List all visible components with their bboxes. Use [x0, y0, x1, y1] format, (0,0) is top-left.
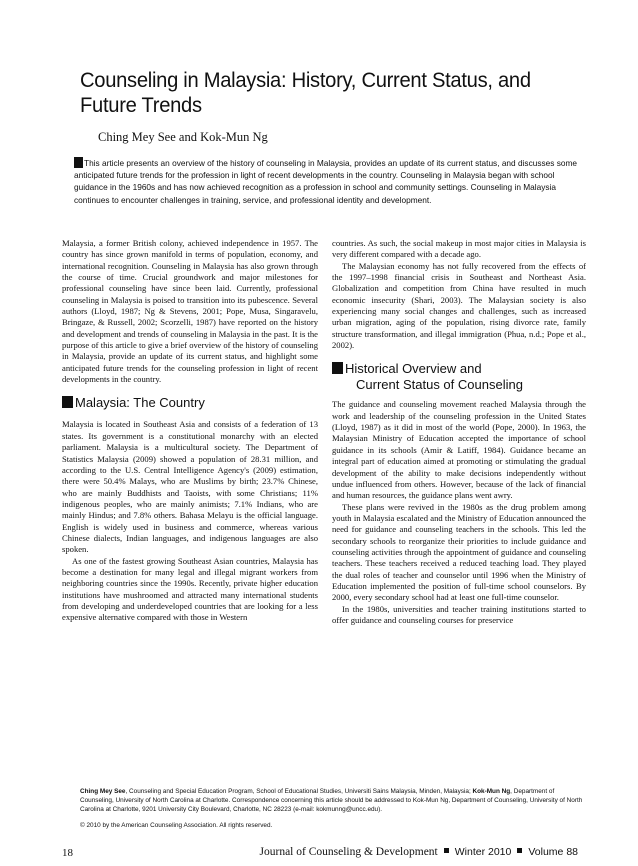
heading-marker: [62, 396, 73, 408]
abstract: [74, 157, 580, 206]
body-paragraph: As one of the fastest growing Southeast Asian countries, Malaysia has become a destination for many legal and illegal migrant workers from neighboring countries since the 1990s. Recently, private higher education institutions have mushroomed and attracted many international students from developing and underdeveloped countries that are looking for a less expensive alternative compared with those in Western: [62, 555, 318, 623]
journal-volume: Volume 88: [528, 846, 578, 858]
article-authors: Ching Mey See and Kok-Mun Ng: [98, 130, 268, 144]
body-paragraph: These plans were revived in the 1980s as the drug problem among youth in Malaysia escalated and the Ministry of Education announced the need for guidance and counseling teachers in the schools. This led the secondary schools to reorganize their priorities to include guidance and counseling activities through the appointment of guidance and counseling teachers. These teachers received a reduced teaching load. They played the dual roles of teacher and counselor until 1996 when the Ministry of Education implemented the position of full-time school counselors. By 2000, every secondary school had at least one full-time counselor.: [332, 501, 586, 603]
section-heading-text: Malaysia: The Country: [75, 395, 205, 411]
abstract-marker: [74, 157, 83, 168]
journal-name: Journal of Counseling & Development: [259, 846, 438, 858]
section-heading-line2: Current Status of Counseling: [356, 377, 523, 393]
intro-paragraph: Malaysia, a former British colony, achieved independence in 1957. The country has since grown manifold in terms of population, economy, and international recognition. Counseling in Malaysia has also grown through the course of time. Crucial groundwork and major milestones for professional counseling have since been laid. Currently, professional counseling in Malaysia is poised to transition into its pubescence. Several authors (Lloyd, 1987; Ng & Stevens, 2001; Pope, Musa, Singaravelu, Bringaze, & Russell, 2002; Scorzelli, 1987) have reported on the history and development and trends of counseling in Malaysia in the past. It is the purpose of this article to give a brief overview of the history of counseling in Malaysia, provide an update of its current status, and highlight some anticipated future trends for the counseling profession in light of recent developments in the country.: [62, 238, 318, 385]
footnote-affiliations: [80, 787, 586, 815]
section-heading-history: [332, 361, 586, 393]
footnote-author1-name: Ching Mey See: [80, 788, 126, 795]
footnote-author2-name: Kok-Mun Ng: [472, 788, 511, 795]
journal-footer: [260, 846, 578, 858]
journal-issue: Winter 2010: [454, 846, 512, 858]
copyright-notice: © 2010 by the American Counseling Association. All rights reserved.: [80, 821, 273, 829]
body-paragraph: countries. As such, the social makeup in most major cities in Malaysia is very different compared with a decade ago.: [332, 238, 586, 260]
body-paragraph: In the 1980s, universities and teacher training institutions started to offer guidance and counseling courses for preservice: [332, 603, 586, 625]
body-paragraph: The guidance and counseling movement reached Malaysia through the work and leadership of the counseling profession in the United States (Lloyd, 1987) as it did in most of the world (Pope, 2000). In 1963, the Malaysian Ministry of Education accepted the importance of school guidance in its schools (Amir & Latiff, 1984). Guidance became an integral part of education aimed at promoting or stimulating the gradual development of the ability to make decisions independently without undue influenced from others. However, because of the lack of financial and human resources, the guidance plans went awry.: [332, 399, 586, 501]
article-title: Counseling in Malaysia: History, Current Status, and Future Trends: [80, 69, 531, 117]
section-heading-line1: Historical Overview and: [345, 361, 482, 377]
separator-square: [444, 848, 449, 853]
footnote-author1-text: , Counseling and Special Education Program, School of Educational Studies, Universiti Sains Malaysia, Minden, Malaysia;: [125, 788, 473, 795]
right-column: [332, 238, 586, 626]
abstract-text: This article presents an overview of the history of counseling in Malaysia, provides an update of its current status, and discusses some anticipated future trends for the profession in light of recent developments in the country. Counseling in Malaysia began with school guidance in the 1960s and has now achieved recognition as a profession in school and community settings. Counseling in Malaysia continues to encounter challenges in training, service, and professional identity and development.: [74, 158, 577, 205]
heading-marker: [332, 362, 343, 374]
page-number: 18: [62, 847, 73, 859]
body-paragraph: The Malaysian economy has not fully recovered from the effects of the 1997–1998 financial crisis in Southeast and Northeast Asia. Globalization and competition from China have resulted in much economic insecurity (Shari, 2003). The Malaysian society is also experiencing many social changes and challenges, such as increased urban migration, aging of the population, rising divorce rate, family structure transformation, and illegal immigration (Phua, n.d.; Pope et al., 2002).: [332, 260, 586, 351]
author-footnote: [80, 787, 586, 830]
body-paragraph: Malaysia is located in Southeast Asia and consists of a federation of 13 states. Its government is a constitutional monarchy with an elected parliament. Malaysia is a multicultural society. The Department of Statistics Malaysia (2009) showed a population of 28.31 million, and according to the U.S. Central Intelligence Agency's (2009) estimation, there were 50.4% Malays, who are Muslims by birth; 23.7% Chinese, who are mainly Buddhists and Taoists, with some Christians; 11% indigenous peoples, who are mainly animists; 7.1% Indians, who are mainly Hindus; and 7.8% others. Bahasa Melayu is the official language. English is widely used in business and commerce, whereas various Chinese dialects, Indian languages, and indigenous languages are also spoken.: [62, 419, 318, 555]
separator-square: [517, 848, 522, 853]
footnote-author2-text: , Department of Counseling, University of North Carolina at Charlotte. Correspondence concerning this article should be addressed to Kok-Mun Ng, Department of Counseling, University of North Carolina at Charlotte, 9201 University City Boulevard, Charlotte, NC 28223 (e-mail: kokmunng@uncc.edu).: [80, 788, 583, 814]
section-heading-country: [62, 395, 318, 411]
left-column: [62, 238, 318, 624]
